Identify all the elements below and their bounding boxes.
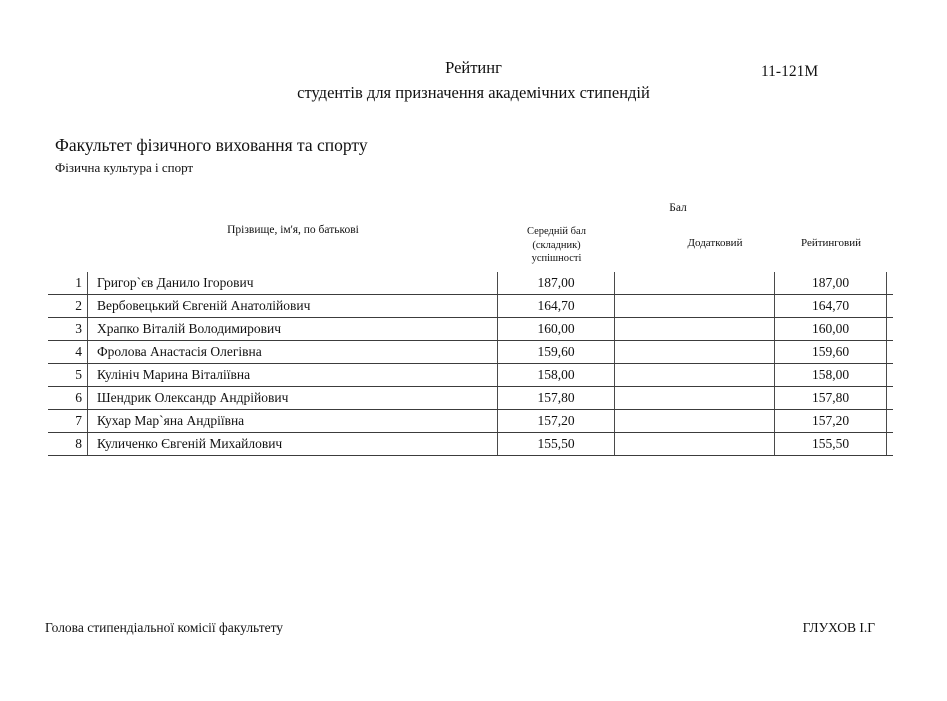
additional-score: [615, 364, 775, 386]
commission-head-name: ГЛУХОВ І.Г: [802, 620, 875, 635]
table-row: [48, 433, 893, 456]
average-score: 157,20: [498, 410, 615, 432]
additional-score: [615, 318, 775, 340]
row-number: 6: [48, 387, 88, 409]
rating-score: 158,00: [775, 364, 887, 386]
additional-score: [615, 272, 775, 294]
title-line-2: студентів для призначення академічних стипендій: [297, 83, 650, 102]
avg-header-line-1: Середній бал: [526, 226, 587, 237]
avg-header-line-2: (складник): [532, 239, 581, 251]
rating-score: 160,00: [775, 318, 887, 340]
row-number: 5: [48, 364, 88, 386]
table-rows: [48, 272, 893, 456]
specialty-name: Фізична культура і спорт: [55, 160, 194, 175]
rating-score: 157,80: [775, 387, 887, 409]
student-name: Шендрик Олександр Андрійович: [88, 387, 498, 409]
table-row: [48, 272, 893, 295]
row-number: 3: [48, 318, 88, 340]
table-row: [48, 295, 893, 318]
faculty-name: Факультет фізичного виховання та спорту: [55, 135, 368, 155]
additional-score: [615, 295, 775, 317]
column-header-name: Прізвище, ім'я, по батькові: [227, 224, 359, 236]
row-number: 1: [48, 272, 88, 294]
group-code: 11-121М: [761, 63, 819, 80]
column-header-additional: Додатковий: [687, 237, 743, 249]
row-number: 8: [48, 433, 88, 455]
average-score: 157,80: [498, 387, 615, 409]
table-row: [48, 410, 893, 433]
rating-score: 155,50: [775, 433, 887, 455]
additional-score: [615, 341, 775, 363]
average-score: 155,50: [498, 433, 615, 455]
table-row: [48, 318, 893, 341]
student-name: Куличенко Євгеній Михайлович: [88, 433, 498, 455]
avg-header-line-3: успішності: [531, 253, 582, 264]
student-name: Храпко Віталій Володимирович: [88, 318, 498, 340]
table-row: [48, 364, 893, 387]
student-name: Вербовецький Євгеній Анатолійович: [88, 295, 498, 317]
commission-head-label: Голова стипендіальної комісії факультету: [45, 620, 284, 635]
rating-score: 159,60: [775, 341, 887, 363]
column-header-rating: Рейтинговий: [800, 237, 862, 249]
additional-score: [615, 410, 775, 432]
average-score: 158,00: [498, 364, 615, 386]
row-number: 7: [48, 410, 88, 432]
student-name: Кухар Мар`яна Андріївна: [88, 410, 498, 432]
additional-score: [615, 387, 775, 409]
additional-score: [615, 433, 775, 455]
average-score: 187,00: [498, 272, 615, 294]
column-header-score-group: Бал: [669, 202, 687, 214]
student-name: Григор`єв Данило Ігорович: [88, 272, 498, 294]
column-header-average: [498, 225, 615, 266]
row-number: 2: [48, 295, 88, 317]
rating-score: 164,70: [775, 295, 887, 317]
average-score: 159,60: [498, 341, 615, 363]
student-name: Кулініч Марина Віталіївна: [88, 364, 498, 386]
table-row: [48, 387, 893, 410]
student-name: Фролова Анастасія Олегівна: [88, 341, 498, 363]
rating-score: 187,00: [775, 272, 887, 294]
table-row: [48, 341, 893, 364]
average-score: 160,00: [498, 318, 615, 340]
average-score: 164,70: [498, 295, 615, 317]
title-line-1: Рейтинг: [445, 58, 502, 77]
row-number: 4: [48, 341, 88, 363]
rating-score: 157,20: [775, 410, 887, 432]
